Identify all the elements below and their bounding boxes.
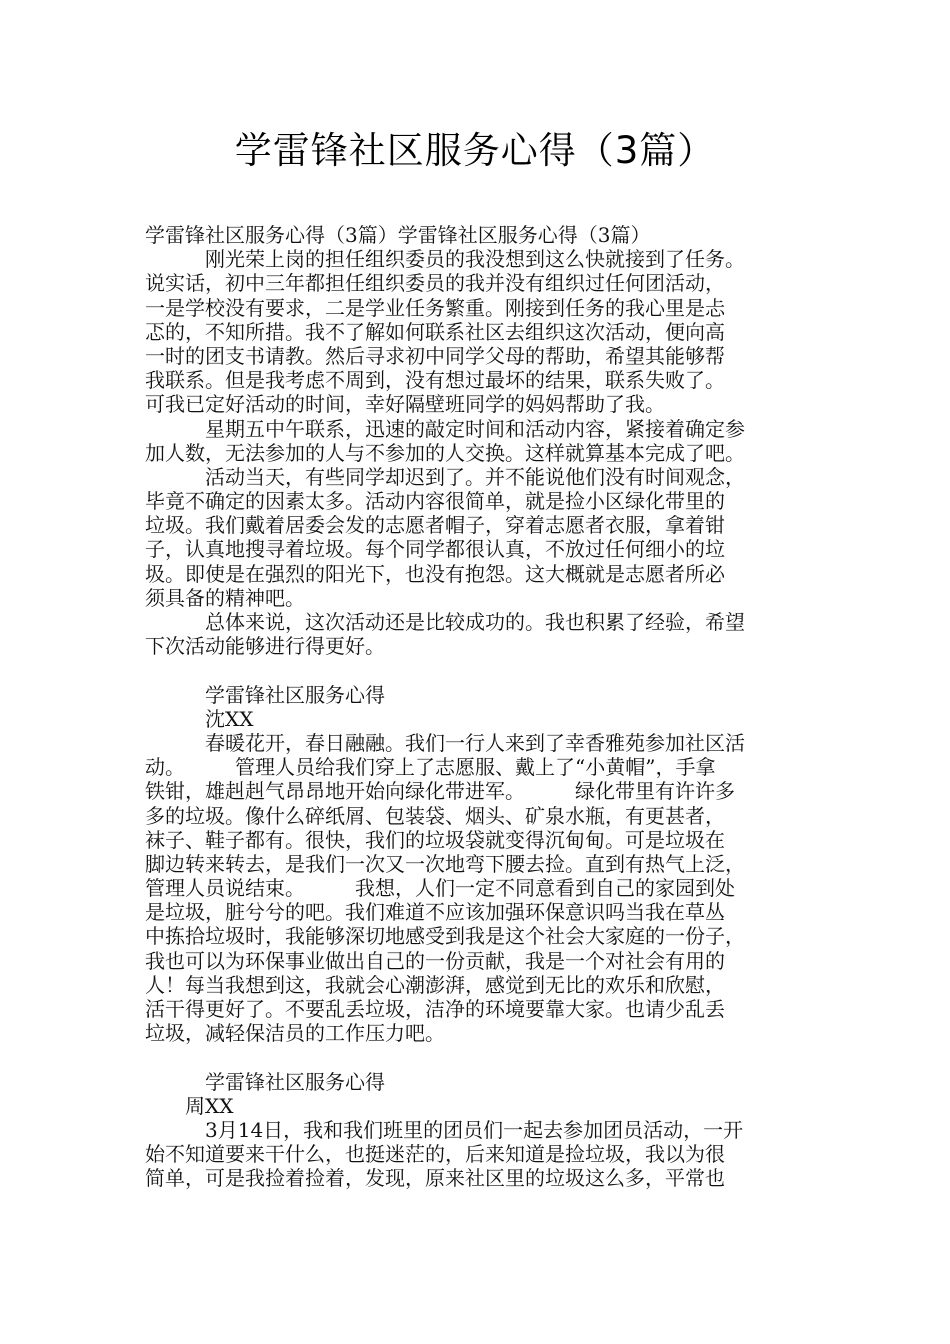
text-line: 简单，可是我捡着捡着，发现，原来社区里的垃圾这么多，平常也 [145, 1166, 725, 1191]
text-line: 铁钳，雄赳赳气昂昂地开始向绿化带进军。 绿化带里有许许多 [145, 779, 735, 804]
text-line: 加人数，无法参加的人与不参加的人交换。这样就算基本完成了吧。 [145, 440, 745, 465]
text-line: 下次活动能够进行得更好。 [145, 634, 385, 659]
section-3 [145, 1070, 815, 1191]
text-line: 人！每当我想到这，我就会心潮澎湃，感觉到无比的欢乐和欣慰， [145, 972, 725, 997]
text-line: 我联系。但是我考虑不周到，没有想过最坏的结果，联系失败了。 [145, 368, 725, 393]
text-line: 活动当天，有些同学却迟到了。并不能说他们没有时间观念， [145, 464, 745, 489]
text-line: 忑的，不知所措。我不了解如何联系社区去组织这次活动，便向高 [145, 319, 725, 344]
text-line: 春暖花开，春日融融。我们一行人来到了幸香雅苑参加社区活 [145, 730, 745, 755]
section-2 [145, 683, 815, 1046]
text-line: 我也可以为环保事业做出自己的一份贡献，我是一个对社会有用的 [145, 948, 725, 973]
text-line: 袜子、鞋子都有。很快，我们的垃圾袋就变得沉甸甸。可是垃圾在 [145, 827, 725, 852]
text-line: 总体来说，这次活动还是比较成功的。我也积累了经验，希望 [145, 610, 745, 634]
text-line: 子，认真地搜寻着垃圾。每个同学都很认真，不放过任何细小的垃 [145, 537, 725, 562]
text-line: 中拣拾垃圾时，我能够深切地感受到我是这个社会大家庭的一份子， [145, 924, 745, 949]
text-line: 圾。即使是在强烈的阳光下，也没有抱怨。这大概就是志愿者所必 [145, 561, 725, 586]
text-line: 多的垃圾。像什么碎纸屑、包装袋、烟头、矿泉水瓶，有更甚者， [145, 803, 725, 828]
author-line: 周XX [145, 1093, 234, 1118]
author-line: 沈XX [145, 706, 254, 731]
text-line: 说实话，初中三年都担任组织委员的我并没有组织过任何团活动， [145, 271, 725, 296]
text-line: 垃圾。我们戴着居委会发的志愿者帽子，穿着志愿者衣服，拿着钳 [145, 513, 725, 538]
text-line: 3月14日，我和我们班里的团员们一起去参加团员活动，一开 [145, 1117, 744, 1142]
text-line: 毕竟不确定的因素太多。活动内容很简单，就是捡小区绿化带里的 [145, 489, 725, 514]
text-line: 刚光荣上岗的担任组织委员的我没想到这么快就接到了任务。 [145, 247, 745, 272]
text-line: 垃圾，减轻保洁员的工作压力吧。 [145, 1021, 445, 1046]
text-line: 活干得更好了。不要乱丢垃圾，洁净的环境要靠大家。也请少乱丢 [145, 997, 725, 1021]
section-1 [145, 223, 815, 658]
text-line: 星期五中午联系，迅速的敲定时间和活动内容，紧接着确定参 [145, 416, 745, 441]
document-body [145, 223, 815, 1191]
text-line: 一是学校没有要求，二是学业任务繁重。刚接到任务的我心里是忐 [145, 295, 725, 320]
text-line: 脚边转来转去，是我们一次又一次地弯下腰去捡。直到有热气上泛， [145, 851, 745, 876]
text-line: 学雷锋社区服务心得（3篇）学雷锋社区服务心得（3篇） [145, 223, 651, 247]
paragraph-gap [145, 1045, 815, 1069]
text-line: 始不知道要来干什么，也挺迷茫的，后来知道是捡垃圾，我以为很 [145, 1142, 725, 1167]
text-line: 动。 管理人员给我们穿上了志愿服、戴上了“小黄帽”，手拿 [145, 755, 716, 780]
paragraph-gap [145, 658, 815, 682]
section-heading: 学雷锋社区服务心得 [145, 682, 385, 707]
text-line: 管理人员说结束。 我想，人们一定不同意看到自己的家园到处 [145, 876, 735, 901]
text-line: 可我已定好活动的时间，幸好隔壁班同学的妈妈帮助了我。 [145, 392, 665, 417]
text-line: 是垃圾，脏兮兮的吧。我们难道不应该加强环保意识吗当我在草丛 [145, 900, 725, 925]
document-title: 学雷锋社区服务心得（3篇） [234, 129, 716, 172]
text-line: 一时的团支书请教。然后寻求初中同学父母的帮助，希望其能够帮 [145, 343, 725, 368]
section-heading: 学雷锋社区服务心得 [145, 1069, 385, 1094]
text-line: 须具备的精神吧。 [145, 585, 305, 610]
